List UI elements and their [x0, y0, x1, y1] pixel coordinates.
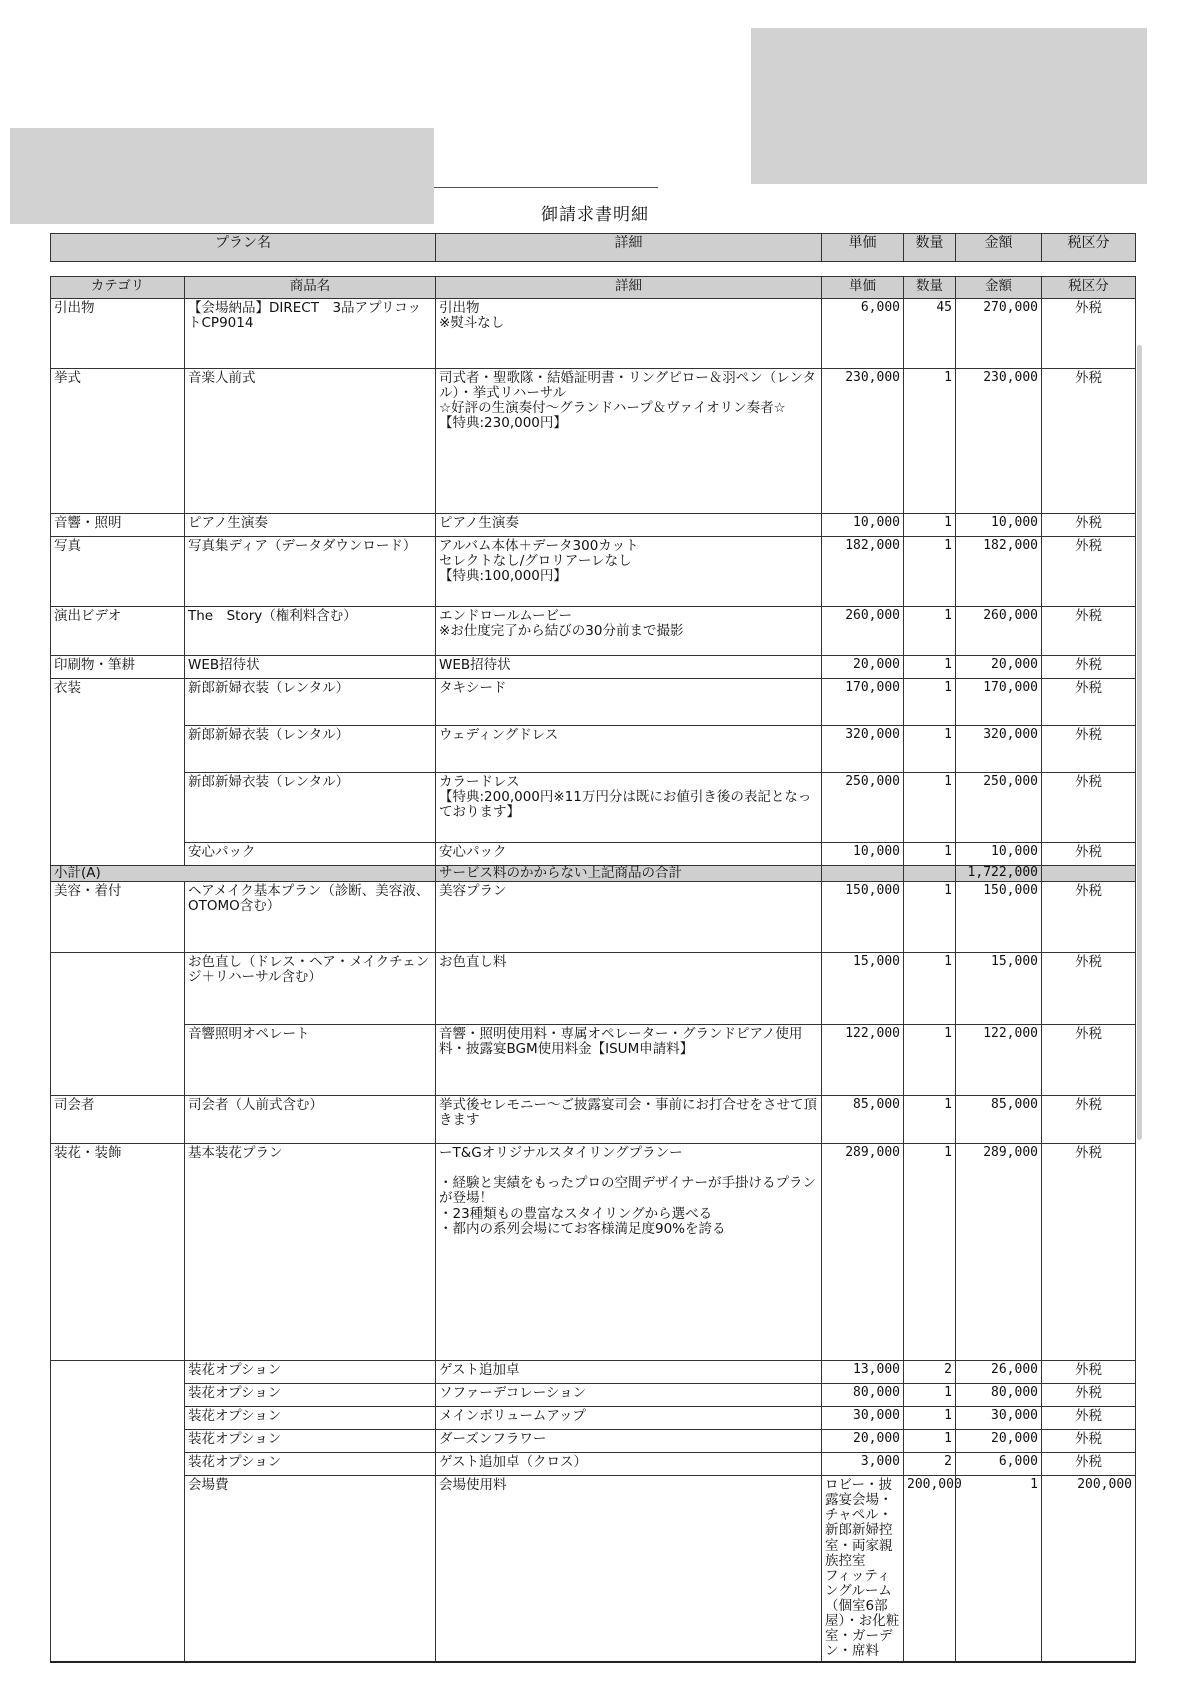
header-product: 商品名 [185, 277, 436, 299]
category-cell: 衣装 [51, 679, 185, 866]
tax-type-cell: 外税 [1042, 953, 1136, 1025]
amount-cell: 10,000 [956, 514, 1042, 537]
tax-type-cell: 外税 [1042, 1384, 1136, 1407]
quantity-cell: 2 [904, 1361, 956, 1384]
header-tax: 税区分 [1042, 277, 1136, 299]
quantity-cell: 1 [904, 514, 956, 537]
category-cell: 装花・装飾 [51, 1144, 185, 1361]
amount-cell: 289,000 [956, 1144, 1042, 1361]
quantity-cell: 1 [904, 1096, 956, 1144]
amount-cell: 270,000 [956, 299, 1042, 369]
amount-cell: 20,000 [956, 656, 1042, 679]
unit-price-cell: 122,000 [822, 1025, 904, 1096]
table-row [51, 1453, 1136, 1476]
product-name-cell: 音響照明オペレート [185, 1025, 436, 1096]
table-row [51, 726, 1136, 773]
unit-price-cell: 30,000 [822, 1407, 904, 1430]
table-row [51, 953, 1136, 1025]
product-name-cell: 音楽人前式 [185, 369, 436, 514]
quantity-cell: 1 [904, 1384, 956, 1407]
table-row [51, 1025, 1136, 1096]
table-row [51, 1096, 1136, 1144]
plan-header-amount: 金額 [956, 234, 1042, 262]
amount-cell: 20,000 [956, 1430, 1042, 1453]
category-cell [51, 1361, 185, 1663]
redacted-block-right [751, 28, 1147, 184]
subtotal-detail: サービス料のかからない上記商品の合計 [436, 866, 822, 882]
tax-type-cell: 外税 [1042, 843, 1136, 866]
document-title: 御請求書明細 [541, 205, 649, 225]
unit-price-cell: 13,000 [822, 1361, 904, 1384]
amount-cell: 182,000 [956, 537, 1042, 607]
unit-price-cell: 20,000 [822, 656, 904, 679]
product-name-cell: 装花オプション [185, 1384, 436, 1407]
product-name-cell: The Story（権利料含む） [185, 607, 436, 656]
header-qty: 数量 [904, 277, 956, 299]
tax-type-cell: 外税 [1042, 882, 1136, 953]
unit-price-cell: 170,000 [822, 679, 904, 726]
amount-cell: 6,000 [956, 1453, 1042, 1476]
product-name-cell: 装花オプション [185, 1430, 436, 1453]
subtotal-label: 小計(A) [51, 866, 436, 882]
tax-type-cell: 外税 [1042, 1096, 1136, 1144]
detail-cell: ダーズンフラワー [436, 1430, 822, 1453]
detail-cell: 挙式後セレモニー～ご披露宴司会・事前にお打合せをさせて頂きます [436, 1096, 822, 1144]
table-header-row [51, 277, 1136, 299]
amount-cell: 260,000 [956, 607, 1042, 656]
quantity-cell: 1 [904, 607, 956, 656]
category-cell: 美容・着付 [51, 882, 185, 953]
quantity-cell: 45 [904, 299, 956, 369]
tax-type-cell: 外税 [1042, 1361, 1136, 1384]
category-cell: 会場費 [185, 1476, 436, 1663]
detail-cell: WEB招待状 [436, 656, 822, 679]
detail-cell: タキシード [436, 679, 822, 726]
product-name-cell: 安心パック [185, 843, 436, 866]
header-category: カテゴリ [51, 277, 185, 299]
amount-cell: 320,000 [956, 726, 1042, 773]
amount-cell: 80,000 [956, 1384, 1042, 1407]
product-name-cell: 装花オプション [185, 1453, 436, 1476]
unit-price-cell: 3,000 [822, 1453, 904, 1476]
table-row [51, 1407, 1136, 1430]
quantity-cell: 2 [904, 1453, 956, 1476]
detail-cell: ウェディングドレス [436, 726, 822, 773]
scrollbar[interactable] [1137, 345, 1142, 1140]
tax-type-cell: 外税 [1042, 1453, 1136, 1476]
product-name-cell: 会場使用料 [436, 1476, 822, 1663]
detail-cell: ソファーデコレーション [436, 1384, 822, 1407]
amount-cell: 85,000 [956, 1096, 1042, 1144]
table-row [51, 1384, 1136, 1407]
quantity-cell: 1 [904, 679, 956, 726]
amount-cell: 150,000 [956, 882, 1042, 953]
tax-type-cell: 外税 [1042, 1025, 1136, 1096]
table-row [51, 607, 1136, 656]
detail-cell: 音響・照明使用料・専属オペレーター・グランドピアノ使用料・披露宴BGM使用料金【ISUM申請料】 [436, 1025, 822, 1096]
table-row [51, 369, 1136, 514]
category-cell: 引出物 [51, 299, 185, 369]
table-row [51, 537, 1136, 607]
table-row [51, 1361, 1136, 1384]
unit-price-cell: 260,000 [822, 607, 904, 656]
quantity-cell: 1 [904, 1407, 956, 1430]
table-row [51, 299, 1136, 369]
unit-price-cell: 182,000 [822, 537, 904, 607]
amount-cell: 250,000 [956, 773, 1042, 843]
amount-cell: 26,000 [956, 1361, 1042, 1384]
header-detail: 詳細 [436, 277, 822, 299]
quantity-cell: 1 [904, 1144, 956, 1361]
quantity-cell: 1 [904, 1430, 956, 1453]
unit-price-cell: 6,000 [822, 299, 904, 369]
detail-cell: 美容プラン [436, 882, 822, 953]
detail-cell: 司式者・聖歌隊・結婚証明書・リングピロー＆羽ペン（レンタル）・挙式リハーサル ☆好評の生演奏付～グランドハープ＆ヴァイオリン奏者☆ 【特典:230,000円】 [436, 369, 822, 514]
tax-type-cell: 外税 [1042, 656, 1136, 679]
quantity-cell: 1 [904, 953, 956, 1025]
unit-price-cell: 10,000 [822, 843, 904, 866]
table-row [51, 679, 1136, 726]
amount-cell: 30,000 [956, 1407, 1042, 1430]
detail-cell: アルバム本体＋データ300カット セレクトなし/グロリアーレなし 【特典:100,000円】 [436, 537, 822, 607]
plan-header-plan-name: プラン名 [51, 234, 436, 262]
product-name-cell: 新郎新婦衣装（レンタル） [185, 726, 436, 773]
table-row [51, 1430, 1136, 1453]
detail-cell: ゲスト追加卓 [436, 1361, 822, 1384]
category-cell: 写真 [51, 537, 185, 607]
subtotal-empty [904, 866, 956, 882]
detail-cell: ーT&Gオリジナルスタイリングプランー ・経験と実績をもったプロの空間デザイナーが手掛けるプランが登場！ ・23種類もの豊富なスタイリングから選べる ・都内の系列会場にてお客様満足度90%を誇る [436, 1144, 822, 1361]
tax-type-cell: 外税 [1042, 1407, 1136, 1430]
plan-header-qty: 数量 [904, 234, 956, 262]
tax-type-cell: 外税 [1042, 537, 1136, 607]
amount-cell: 170,000 [956, 679, 1042, 726]
product-name-cell: ピアノ生演奏 [185, 514, 436, 537]
subtotal-empty [822, 866, 904, 882]
category-cell: 印刷物・筆耕 [51, 656, 185, 679]
table-row [51, 514, 1136, 537]
unit-price-cell: 289,000 [822, 1144, 904, 1361]
subtotal-empty [1042, 866, 1136, 882]
product-name-cell: ヘアメイク基本プラン（診断、美容液、OTOMO含む） [185, 882, 436, 953]
category-cell: 演出ビデオ [51, 607, 185, 656]
tax-type-cell: 外税 [1042, 514, 1136, 537]
amount-cell: 10,000 [956, 843, 1042, 866]
tax-type-cell: 外税 [1042, 369, 1136, 514]
detail-cell: 引出物 ※熨斗なし [436, 299, 822, 369]
plan-header-detail: 詳細 [436, 234, 822, 262]
detail-cell: エンドロールムービー ※お仕度完了から結びの30分前まで撮影 [436, 607, 822, 656]
table-row [51, 656, 1136, 679]
detail-cell: お色直し料 [436, 953, 822, 1025]
table-row [51, 882, 1136, 953]
unit-price-cell: 200,000 [904, 1476, 956, 1663]
quantity-cell: 1 [904, 726, 956, 773]
product-name-cell: お色直し（ドレス・ヘア・メイクチェンジ＋リハーサル含む） [185, 953, 436, 1025]
unit-price-cell: 15,000 [822, 953, 904, 1025]
tax-type-cell: 外税 [1042, 773, 1136, 843]
detail-cell: 安心パック [436, 843, 822, 866]
product-name-cell: 写真集ディア（データダウンロード） [185, 537, 436, 607]
tax-type-cell: 外税 [1042, 299, 1136, 369]
amount-cell: 15,000 [956, 953, 1042, 1025]
header-amount: 金額 [956, 277, 1042, 299]
detail-cell: ロビー・披露宴会場・チャペル・新郎新婦控室・両家親族控室 フィッティングルーム（個室6部屋）・お化粧室・ガーデン・席料 [822, 1476, 904, 1663]
product-name-cell: 司会者（人前式含む） [185, 1096, 436, 1144]
header-unit-price: 単価 [822, 277, 904, 299]
quantity-cell: 1 [956, 1476, 1042, 1663]
quantity-cell: 1 [904, 773, 956, 843]
product-name-cell: WEB招待状 [185, 656, 436, 679]
tax-type-cell: 外税 [1042, 1144, 1136, 1361]
table-row [51, 1144, 1136, 1361]
quantity-cell: 1 [904, 537, 956, 607]
product-name-cell: 装花オプション [185, 1407, 436, 1430]
table-row [51, 843, 1136, 866]
unit-price-cell: 320,000 [822, 726, 904, 773]
unit-price-cell: 230,000 [822, 369, 904, 514]
tax-type-cell: 外税 [1042, 726, 1136, 773]
unit-price-cell: 150,000 [822, 882, 904, 953]
quantity-cell: 1 [904, 1025, 956, 1096]
unit-price-cell: 80,000 [822, 1384, 904, 1407]
quantity-cell: 1 [904, 843, 956, 866]
amount-cell: 122,000 [956, 1025, 1042, 1096]
category-cell: 挙式 [51, 369, 185, 514]
table-row [51, 1476, 1136, 1663]
category-cell: 司会者 [51, 1096, 185, 1144]
category-cell [51, 953, 185, 1096]
quantity-cell: 1 [904, 369, 956, 514]
plan-header-table [50, 233, 1136, 262]
subtotal-row [51, 866, 1136, 882]
detail-cell: メインボリュームアップ [436, 1407, 822, 1430]
product-name-cell: 基本装花プラン [185, 1144, 436, 1361]
tax-type-cell: 外税 [1042, 679, 1136, 726]
unit-price-cell: 10,000 [822, 514, 904, 537]
tax-type-cell: 外税 [1042, 607, 1136, 656]
detail-cell: ゲスト追加卓（クロス） [436, 1453, 822, 1476]
product-name-cell: 新郎新婦衣装（レンタル） [185, 773, 436, 843]
quantity-cell: 1 [904, 882, 956, 953]
plan-header-tax: 税区分 [1042, 234, 1136, 262]
product-name-cell: 新郎新婦衣装（レンタル） [185, 679, 436, 726]
plan-header-unit-price: 単価 [822, 234, 904, 262]
category-cell: 音響・照明 [51, 514, 185, 537]
subtotal-amount: 1,722,000 [956, 866, 1042, 882]
quantity-cell: 1 [904, 656, 956, 679]
unit-price-cell: 85,000 [822, 1096, 904, 1144]
tax-type-cell: 外税 [1042, 1430, 1136, 1453]
amount-cell: 230,000 [956, 369, 1042, 514]
amount-cell: 200,000 [1042, 1476, 1136, 1663]
product-name-cell: 【会場納品】DIRECT 3品アプリコットCP9014 [185, 299, 436, 369]
unit-price-cell: 250,000 [822, 773, 904, 843]
unit-price-cell: 20,000 [822, 1430, 904, 1453]
detail-cell: ピアノ生演奏 [436, 514, 822, 537]
title-underline [434, 187, 658, 188]
invoice-detail-table [50, 276, 1136, 1663]
table-row [51, 773, 1136, 843]
product-name-cell: 装花オプション [185, 1361, 436, 1384]
detail-cell: カラードレス 【特典:200,000円※11万円分は既にお値引き後の表記となっております】 [436, 773, 822, 843]
